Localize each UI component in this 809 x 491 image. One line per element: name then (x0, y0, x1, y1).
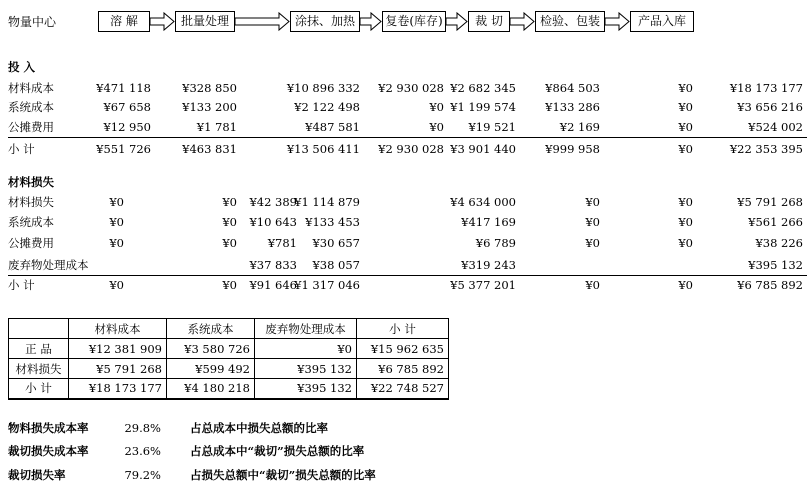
cell: ¥524 002 (748, 120, 803, 134)
cell: ¥0 (109, 215, 124, 229)
row-label: 公摊费用 (8, 120, 54, 134)
cell: ¥599 492 (167, 359, 255, 379)
cell: ¥0 (678, 100, 693, 114)
cell: ¥0 (429, 120, 444, 134)
flow-step-warehouse: 产品入库 (630, 11, 694, 32)
cell: ¥0 (678, 215, 693, 229)
cell: ¥781 (267, 236, 297, 250)
flow-arrow-icon (605, 11, 630, 32)
row-label: 小 计 (8, 142, 35, 156)
ratio-desc: 占总成本中“裁切”损失总额的比率 (190, 444, 365, 458)
summary-header-row (9, 319, 449, 339)
cell: ¥133 453 (305, 215, 360, 229)
cell: ¥13 506 411 (286, 142, 360, 156)
cell: ¥0 (222, 215, 237, 229)
cell: ¥4 634 000 (450, 195, 516, 209)
section-loss-title: 材料损失 (8, 175, 54, 189)
cell: ¥2 682 345 (450, 81, 516, 95)
header-cell: 小 计 (357, 319, 449, 339)
row-label: 小 计 (9, 379, 69, 399)
cell: ¥999 958 (545, 142, 600, 156)
ratio-label: 裁切损失成本率 (8, 444, 89, 458)
cell: ¥133 200 (182, 100, 237, 114)
header-cell: 废弃物处理成本 (255, 319, 357, 339)
cell: ¥6 785 892 (737, 278, 803, 292)
cell: ¥2 930 028 (378, 81, 444, 95)
cell: ¥38 057 (312, 258, 360, 272)
cell: ¥471 118 (96, 81, 151, 95)
cell: ¥1 781 (196, 120, 237, 134)
row-label: 废弃物处理成本 (8, 258, 89, 272)
row-label: 小 计 (8, 278, 35, 292)
ratio-value: 79.2% (124, 468, 161, 482)
cell: ¥395 132 (255, 379, 357, 399)
cell: ¥38 226 (755, 236, 803, 250)
flow-arrow-icon (150, 11, 175, 32)
cell: ¥6 789 (475, 236, 516, 250)
cell: ¥417 169 (461, 215, 516, 229)
cell: ¥67 658 (103, 100, 151, 114)
cell: ¥0 (585, 278, 600, 292)
ratio-value: 23.6% (124, 444, 161, 458)
cell: ¥0 (678, 236, 693, 250)
flow-arrow-icon (360, 11, 382, 32)
cell: ¥551 726 (96, 142, 151, 156)
cell: ¥395 132 (748, 258, 803, 272)
cell: ¥395 132 (255, 359, 357, 379)
flow-arrow-icon (235, 11, 290, 32)
cell: ¥463 831 (182, 142, 237, 156)
cell: ¥1 199 574 (450, 100, 516, 114)
row-label: 系统成本 (8, 215, 54, 229)
cell: ¥5 791 268 (737, 195, 803, 209)
cell: ¥561 266 (748, 215, 803, 229)
cell: ¥6 785 892 (357, 359, 449, 379)
cell: ¥864 503 (545, 81, 600, 95)
cell: ¥30 657 (312, 236, 360, 250)
cell: ¥10 896 332 (286, 81, 360, 95)
row-label: 系统成本 (8, 100, 54, 114)
section-input-title: 投 入 (8, 60, 36, 74)
flow-step-coating: 涂抹、加热 (290, 11, 360, 32)
cell: ¥0 (222, 278, 237, 292)
divider (8, 137, 807, 138)
cell: ¥1 317 046 (294, 278, 360, 292)
cell: ¥19 521 (468, 120, 516, 134)
cell: ¥0 (222, 236, 237, 250)
cell: ¥3 901 440 (450, 142, 516, 156)
header-cell: 系统成本 (167, 319, 255, 339)
center-label: 物量中心 (8, 15, 57, 29)
cell: ¥0 (678, 81, 693, 95)
cell: ¥0 (678, 142, 693, 156)
flow-arrow-icon (510, 11, 535, 32)
ratio-value: 29.8% (124, 421, 161, 435)
cell: ¥2 169 (559, 120, 600, 134)
cell: ¥18 173 177 (729, 81, 803, 95)
flow-step-batch: 批量处理 (175, 11, 235, 32)
cell: ¥0 (678, 278, 693, 292)
cell: ¥18 173 177 (69, 379, 167, 399)
flow-arrow-icon (446, 11, 468, 32)
cell: ¥0 (429, 100, 444, 114)
cell: ¥3 656 216 (737, 100, 803, 114)
flow-step-dissolve: 溶 解 (98, 11, 150, 32)
row-label: 材料损失 (8, 195, 54, 209)
cell: ¥133 286 (545, 100, 600, 114)
cell: ¥487 581 (305, 120, 360, 134)
cell: ¥1 114 879 (294, 195, 360, 209)
ratio-desc: 占损失总额中“裁切”损失总额的比率 (190, 468, 376, 482)
ratio-label: 物料损失成本率 (8, 421, 89, 435)
cell: ¥0 (109, 195, 124, 209)
summary-table (8, 318, 449, 400)
cell: ¥4 180 218 (167, 379, 255, 399)
cell: ¥0 (109, 278, 124, 292)
cell: ¥2 930 028 (378, 142, 444, 156)
cell: ¥0 (109, 236, 124, 250)
cell: ¥0 (255, 339, 357, 359)
row-label: 公摊费用 (8, 236, 54, 250)
cell: ¥0 (222, 195, 237, 209)
row-label: 材料损失 (9, 359, 69, 379)
cell: ¥0 (678, 195, 693, 209)
flow-step-cutting: 裁 切 (468, 11, 510, 32)
summary-row-good (9, 339, 449, 359)
cell: ¥22 353 395 (729, 142, 803, 156)
ratio-label: 裁切损失率 (8, 468, 66, 482)
header-cell: 材料成本 (69, 319, 167, 339)
cell: ¥12 950 (103, 120, 151, 134)
cell: ¥2 122 498 (294, 100, 360, 114)
cell: ¥37 833 (249, 258, 297, 272)
flow-step-inspect: 检验、包装 (535, 11, 605, 32)
cell: ¥0 (585, 215, 600, 229)
cell: ¥15 962 635 (357, 339, 449, 359)
flow-step-rewind: 复卷(库存) (382, 11, 446, 32)
header-cell (9, 319, 69, 339)
divider (8, 275, 807, 276)
row-label: 材料成本 (8, 81, 54, 95)
summary-row-total (9, 379, 449, 399)
cell: ¥328 850 (182, 81, 237, 95)
row-label: 正 品 (9, 339, 69, 359)
cell: ¥3 580 726 (167, 339, 255, 359)
cell: ¥10 643 (249, 215, 297, 229)
summary-row-loss (9, 359, 449, 379)
cell: ¥5 377 201 (450, 278, 516, 292)
ratio-desc: 占总成本中损失总额的比率 (190, 421, 328, 435)
cell: ¥0 (585, 236, 600, 250)
cell: ¥5 791 268 (69, 359, 167, 379)
cell: ¥319 243 (461, 258, 516, 272)
cell: ¥0 (585, 195, 600, 209)
cell: ¥42 389 (249, 195, 297, 209)
cell: ¥12 381 909 (69, 339, 167, 359)
cell: ¥0 (678, 120, 693, 134)
cell: ¥91 646 (249, 278, 297, 292)
cell: ¥22 748 527 (357, 379, 449, 399)
